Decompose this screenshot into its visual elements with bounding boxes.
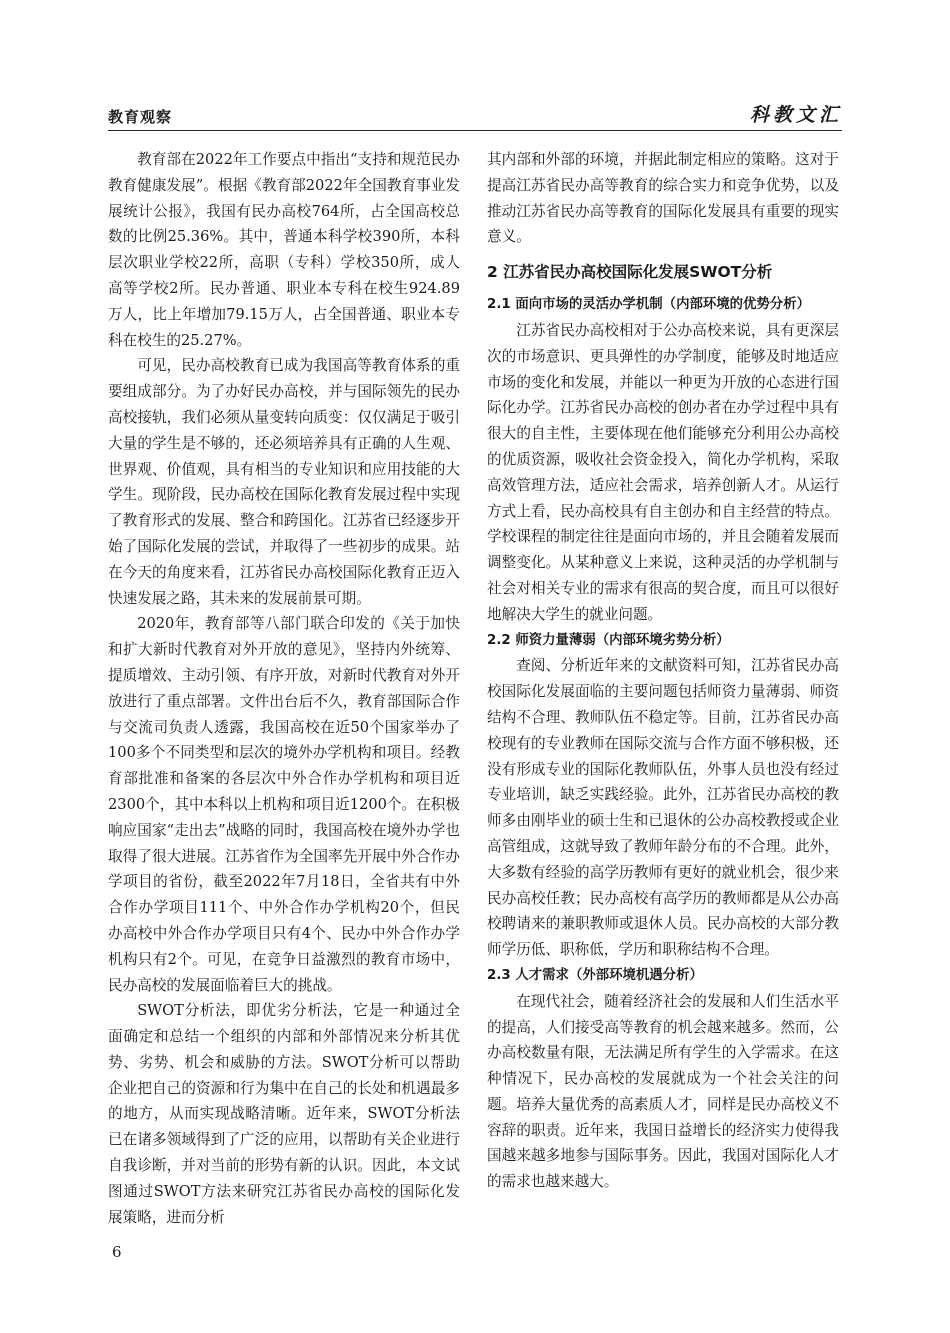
paragraph: 可见，民办高校教育已成为我国高等教育体系的重要组成部分。为了办好民办高校，并与国际领先的民办高校接轨，我们必须从量变转向质变：仅仅满足于吸引大量的学生是不够的，还必须培养具有正确的人生观、世界观、价值观，具有相当的专业知识和应用技能的大学生。现阶段，民办高校在国际化教育发展过程中实现了教育形式的发展、整合和跨国化。江苏省已经逐步开始了国际化发展的尝试，并取得了一些初步的成果。站在今天的角度来看，江苏省民办高校国际化教育正迈入快速发展之路，其未来的发展前景可期。 bbox=[108, 357, 460, 607]
header-divider bbox=[108, 130, 842, 131]
right-column bbox=[487, 147, 839, 1195]
journal-logo: 科教文汇 bbox=[749, 104, 842, 126]
page-number: 6 bbox=[112, 1243, 122, 1261]
paragraph: 在现代社会，随着经济社会的发展和人们生活水平的提高，人们接受高等教育的机会越来越多。然而，公办高校数量有限，无法满足所有学生的入学需求。在这种情况下，民办高校的发展就成为一个社会关注的问题。培养大量优秀的高素质人才，同样是民办高校义不容辞的职责。近年来，我国日益增长的经济实力使得我国越来越多地参与国际事务。因此，我国对国际化人才的需求也越来越大。 bbox=[487, 992, 839, 1191]
section-header: 教育观察 bbox=[108, 108, 173, 126]
paragraph: 2020年，教育部等八部门联合印发的《关于加快和扩大新时代教育对外开放的意见》，坚持内外统筹、提质增效、主动引领、有序开放，对新时代教育对外开放进行了重点部署。文件出台后不久，教育部国际合作与交流司负责人透露，我国高校在近50个国家举办了100多个不同类型和层次的境外办学机构和项目。经教育部批准和备案的各层次中外合作办学机构和项目近2300个，其中本科以上机构和项目近1200个。在积极响应国家“走出去”战略的同时，我国高校在境外办学也取得了很大进展。江苏省作为全国率先开展中外合作办学项目的省份，截至2022年7月18日，全省共有中外合作办学项目111个、中外合作办学机构20个，但民办高校中外合作办学项目只有4个、民办中外合作办学机构只有2个。可见，在竞争日益激烈的教育市场中，民办高校的发展面临着巨大的挑战。 bbox=[108, 615, 460, 994]
subsection-heading: 2.3 人才需求（外部环境机遇分析） bbox=[487, 967, 703, 983]
paragraph: 教育部在2022年工作要点中指出“支持和规范民办教育健康发展”。根据《教育部2022年全国教育事业发展统计公报》，我国有民办高校764所，占全国高校总数的比例25.36%。其中，普通本科学校390所，本科层次职业学校22所，高职（专科）学校350所，成人高等学校2所。民办普通、职业本专科在校生924.89万人，比上年增加79.15万人，占全国普通、职业本专科在校生的25.27%。 bbox=[108, 151, 460, 349]
left-column bbox=[108, 147, 460, 1230]
paragraph: 江苏省民办高校相对于公办高校来说，具有更深层次的市场意识、更具弹性的办学制度，能够及时地适应市场的变化和发展，并能以一种更为开放的心态进行国际化办学。江苏省民办高校的创办者在办学过程中具有很大的自主性，主要体现在他们能够充分利用公办高校的优质资源，吸收社会资金投入，简化办学机构，采取高效管理方法，适应社会需求，培养创新人才。从运行方式上看，民办高校具有自主创办和自主经营的特点。学校课程的制定往往是面向市场的，并且会随着发展而调整变化。从某种意义上来说，这种灵活的办学机制与社会对相关专业的需求有很高的契合度，而且可以很好地解决大学生的就业问题。 bbox=[487, 321, 839, 623]
section-heading: 2 江苏省民办高校国际化发展SWOT分析 bbox=[487, 263, 773, 282]
paragraph: 查阅、分析近年来的文献资料可知，江苏省民办高校国际化发展面临的主要问题包括师资力量薄弱、师资结构不合理、教师队伍不稳定等。目前，江苏省民办高校现有的专业教师在国际交流与合作方面不够积极，还没有形成专业的国际化教师队伍，外事人员也没有经过专业培训，缺乏实践经验。此外，江苏省民办高校的教师多由刚毕业的硕士生和已退休的公办高校教授或企业高管组成，这就导致了教师年龄分布的不合理。此外，大多数有经验的高学历教师有更好的就业机会，很少来民办高校任教；民办高校有高学历的教师都是从公办高校聘请来的兼职教师或退休人员。民办高校的大部分教师学历低、职称低，学历和职称结构不合理。 bbox=[487, 657, 839, 959]
subsection-heading: 2.2 师资力量薄弱（内部环境劣势分析） bbox=[487, 632, 730, 648]
paragraph-continuation: 其内部和外部的环境，并据此制定相应的策略。这对于提高江苏省民办高等教育的综合实力和竞争优势，以及推动江苏省民办高等教育的国际化发展具有重要的现实意义。 bbox=[487, 151, 839, 246]
paragraph: SWOT分析法，即优劣分析法，它是一种通过全面确定和总结一个组织的内部和外部情况来分析其优势、劣势、机会和威胁的方法。SWOT分析可以帮助企业把自己的资源和行为集中在自己的长处和机遇最多的地方，从而实现战略清晰。近年来，SWOT分析法已在诸多领域得到了广泛的应用，以帮助有关企业进行自我诊断，并对当前的形势有新的认识。因此，本文试图通过SWOT方法来研究江苏省民办高校的国际化发展策略，进而分析 bbox=[108, 1002, 460, 1226]
subsection-heading: 2.1 面向市场的灵活办学机制（内部环境的优势分析） bbox=[487, 297, 810, 313]
